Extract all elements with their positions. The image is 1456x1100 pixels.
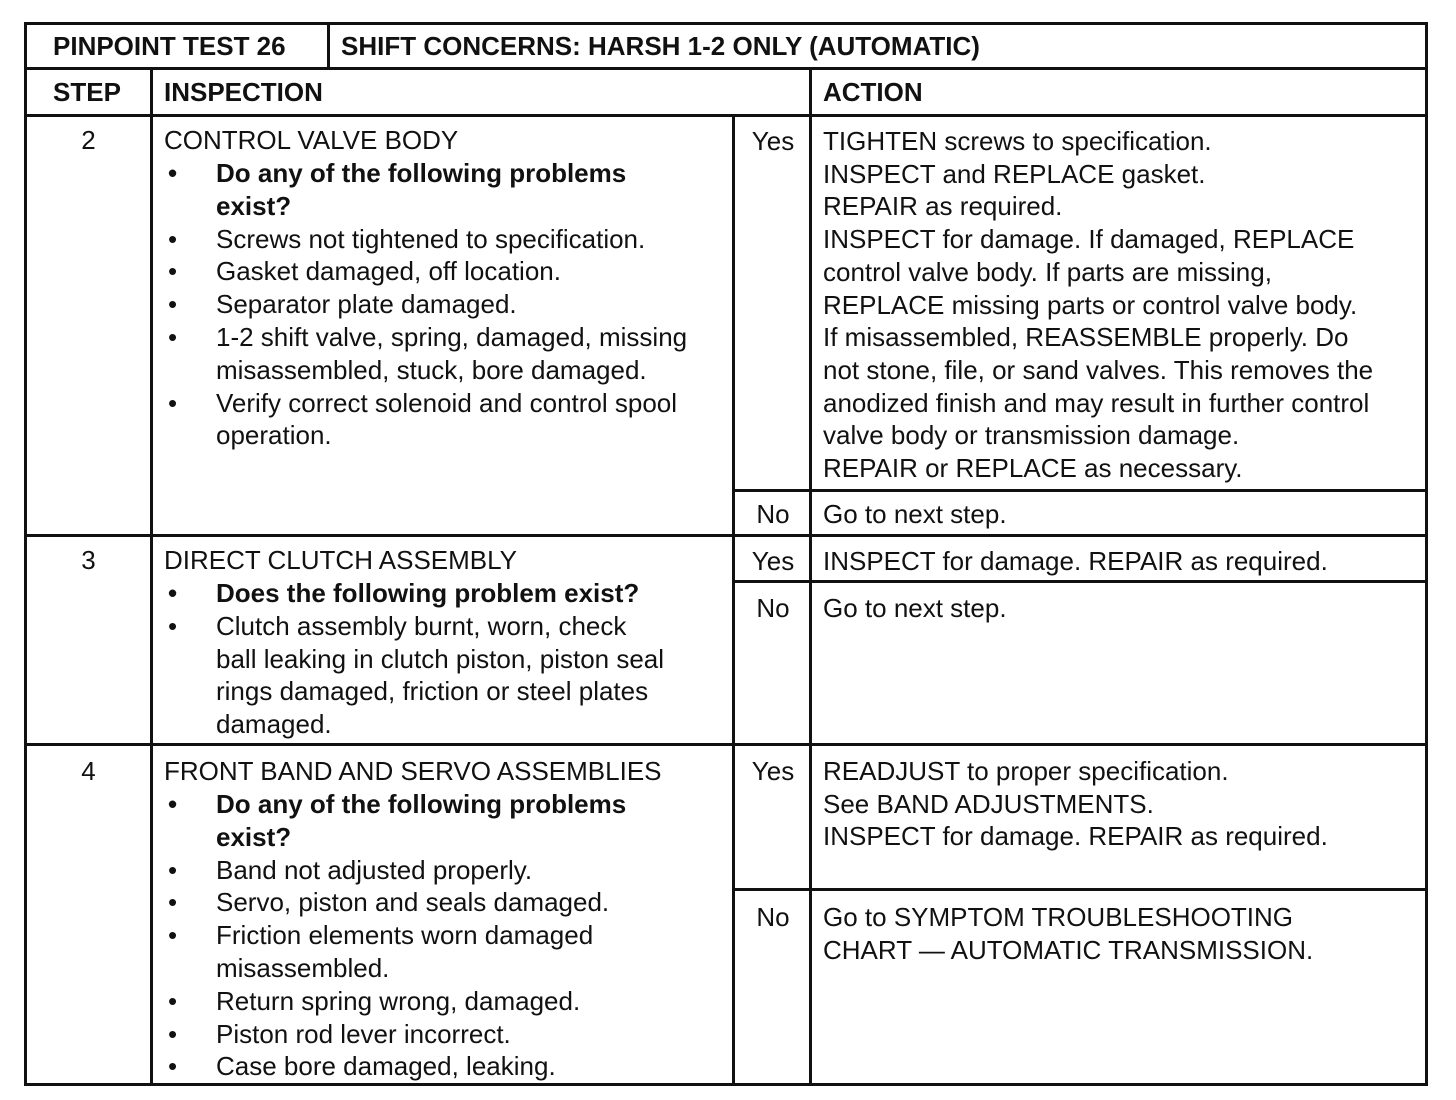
step-number: 2 — [81, 125, 96, 155]
action-line: CHART — AUTOMATIC TRANSMISSION. — [823, 934, 1314, 965]
rule-step2-bottom — [27, 534, 1425, 537]
inspection-question: • Does the following problem exist? — [168, 577, 664, 610]
col-header-inspection: INSPECTION — [164, 77, 323, 107]
inspection-item: • Gasket damaged, off location. — [168, 255, 687, 288]
action-line: anodized finish and may result in further control — [823, 387, 1370, 418]
action-line: INSPECT and REPLACE gasket. — [823, 158, 1206, 189]
yes-action — [823, 125, 1373, 485]
action-line: READJUST to proper specification. — [823, 756, 1229, 786]
yes-action — [823, 755, 1328, 853]
rule-colheader-bottom — [27, 114, 1425, 117]
rule-step-column — [150, 67, 153, 1083]
inspection-list — [168, 577, 664, 741]
action-line: REPLACE missing parts or control valve body. — [823, 289, 1358, 320]
no-action — [823, 592, 1007, 625]
yes-label: Yes — [751, 546, 795, 576]
inspection-item: • Case bore damaged, leaking. — [168, 1050, 626, 1083]
inspection-list — [168, 157, 687, 452]
action-line: Go to next step. — [823, 499, 1007, 529]
no-label: No — [756, 499, 790, 529]
no-label: No — [756, 902, 790, 932]
no-action — [823, 901, 1313, 966]
yes-action — [823, 545, 1328, 578]
rule-step3-bottom — [27, 743, 1425, 746]
action-line: Go to next step. — [823, 593, 1007, 623]
action-line: REPAIR or REPLACE as necessary. — [823, 453, 1243, 484]
inspection-item: • Friction elements worn damaged misassembled. — [168, 919, 626, 985]
inspection-question: • Do any of the following problems exist? — [168, 788, 626, 854]
no-label: No — [756, 593, 790, 623]
action-line: Go to SYMPTOM TROUBLESHOOTING — [823, 902, 1294, 932]
inspection-list — [168, 788, 626, 1083]
inspection-question: • Do any of the following problems exist? — [168, 157, 687, 223]
col-header-step: STEP — [53, 77, 121, 107]
rule-header-bottom — [27, 67, 1425, 70]
inspection-item: • Verify correct solenoid and control spool operation. — [168, 387, 687, 453]
rule-step3-yes-no — [732, 580, 1425, 583]
inspection-item: • Separator plate damaged. — [168, 288, 687, 321]
inspection-item: • Screws not tightened to specification. — [168, 223, 687, 256]
action-line: INSPECT for damage. If damaged, REPLACE — [823, 224, 1355, 255]
inspection-item: • 1-2 shift valve, spring, damaged, missing misassembled, stuck, bore damaged. — [168, 321, 687, 387]
test-label: PINPOINT TEST 26 — [53, 31, 286, 61]
action-line: If misassembled, REASSEMBLE properly. Do — [823, 322, 1349, 353]
action-line: valve body or transmission damage. — [823, 420, 1240, 451]
inspection-title: FRONT BAND AND SERVO ASSEMBLIES — [164, 756, 662, 786]
action-line: control valve body. If parts are missing, — [823, 256, 1272, 287]
action-line: INSPECT for damage. REPAIR as required. — [823, 546, 1328, 576]
no-action — [823, 498, 1007, 531]
step-number: 3 — [81, 545, 96, 575]
inspection-item: • Band not adjusted properly. — [168, 854, 626, 887]
action-line: TIGHTEN screws to specification. — [823, 126, 1212, 156]
test-title: SHIFT CONCERNS: HARSH 1-2 ONLY (AUTOMATIC) — [341, 31, 980, 61]
action-line: INSPECT for damage. REPAIR as required. — [823, 821, 1328, 852]
yes-label: Yes — [751, 756, 795, 786]
inspection-item: • Servo, piston and seals damaged. — [168, 886, 626, 919]
inspection-item: • Piston rod lever incorrect. — [168, 1018, 626, 1051]
inspection-item: • Return spring wrong, damaged. — [168, 985, 626, 1018]
col-header-action: ACTION — [823, 77, 923, 107]
pinpoint-test-table — [24, 22, 1428, 1086]
inspection-title: DIRECT CLUTCH ASSEMBLY — [164, 545, 518, 575]
rule-step2-yes-no — [732, 489, 1425, 492]
rule-header-split — [327, 25, 330, 67]
action-line: REPAIR as required. — [823, 191, 1063, 222]
inspection-item: • Clutch assembly burnt, worn, check ball leaking in clutch piston, piston seal rings damaged, friction or steel plates damaged. — [168, 610, 664, 741]
yes-label: Yes — [751, 126, 795, 156]
step-number: 4 — [81, 756, 96, 786]
inspection-title: CONTROL VALVE BODY — [164, 125, 459, 155]
action-line: See BAND ADJUSTMENTS. — [823, 788, 1154, 819]
action-line: not stone, file, or sand valves. This removes the — [823, 354, 1374, 385]
rule-step4-yes-no — [732, 888, 1425, 891]
